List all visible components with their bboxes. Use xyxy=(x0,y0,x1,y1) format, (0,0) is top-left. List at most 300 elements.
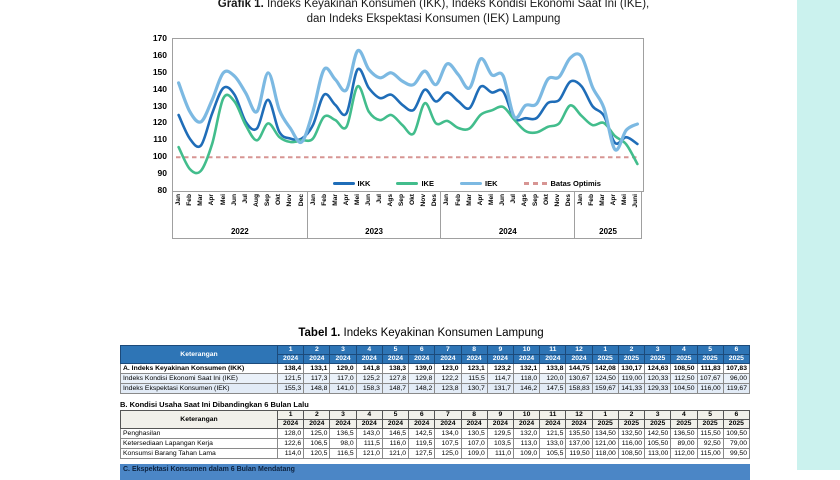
column-header-year: 2024 xyxy=(566,355,592,364)
column-header-period: 9 xyxy=(487,346,513,355)
table-cell: 146,5 xyxy=(382,429,408,439)
month-label xyxy=(630,194,641,227)
column-header-year: 2024 xyxy=(278,420,304,429)
column-header-period: 5 xyxy=(697,346,723,355)
month-label-text: Mei xyxy=(487,194,495,205)
table-cell: 136,50 xyxy=(671,429,697,439)
row-label: A. Indeks Keyakinan Konsumen (IKK) xyxy=(121,364,278,374)
column-header-year: 2024 xyxy=(330,355,356,364)
column-header-year: 2025 xyxy=(671,355,697,364)
column-header-period: 1 xyxy=(278,411,304,420)
column-header-period: 3 xyxy=(330,411,356,420)
table-cell: 121,00 xyxy=(592,439,618,449)
table-cell: 142,5 xyxy=(409,429,435,439)
month-label xyxy=(441,194,452,227)
month-labels-row xyxy=(441,192,574,227)
table-cell: 107,67 xyxy=(697,374,723,384)
table-cell: 133,8 xyxy=(540,364,566,374)
month-label-text: Sep xyxy=(531,194,539,207)
legend-swatch-icon xyxy=(333,182,355,185)
column-header-year: 2025 xyxy=(723,355,749,364)
table-cell: 125,0 xyxy=(304,429,330,439)
table-cell: 133,0 xyxy=(540,439,566,449)
table-cell: 113,0 xyxy=(513,439,539,449)
row-label: Penghasilan xyxy=(121,429,278,439)
year-label: 2023 xyxy=(365,227,383,236)
x-axis-year-group xyxy=(574,192,641,238)
column-header-keterangan: Keterangan xyxy=(121,411,278,429)
y-axis-tick: 130 xyxy=(152,100,167,111)
table-cell: 107,5 xyxy=(435,439,461,449)
table-cell: 105,50 xyxy=(645,439,671,449)
chart-title-text: Indeks Keyakinan Konsumen (IKK), Indeks Kondisi Ekonomi Saat Ini (IKE), xyxy=(263,0,650,10)
table-cell: 130,7 xyxy=(461,384,487,394)
month-label xyxy=(319,194,330,227)
y-axis-tick: 80 xyxy=(157,185,167,195)
table-cell: 120,33 xyxy=(645,374,671,384)
table-cell: 116,5 xyxy=(330,449,356,459)
table-cell: 134,50 xyxy=(592,429,618,439)
column-header-year: 2024 xyxy=(540,420,566,429)
month-label-text: Nov xyxy=(420,194,428,207)
month-label-text: Apr xyxy=(342,194,350,206)
table-cell: 116,00 xyxy=(618,439,644,449)
column-header-period: 1 xyxy=(592,411,618,420)
table-cell: 109,0 xyxy=(513,449,539,459)
table-cell: 120,5 xyxy=(304,449,330,459)
month-label xyxy=(429,194,440,227)
month-labels-row xyxy=(173,192,307,227)
column-header-year: 2025 xyxy=(697,355,723,364)
month-label xyxy=(262,194,273,227)
column-header-period: 5 xyxy=(382,346,408,355)
month-label xyxy=(418,194,429,227)
table-cell: 130,67 xyxy=(566,374,592,384)
month-label-text: Jan xyxy=(443,194,451,206)
month-label xyxy=(195,194,206,227)
column-header-year: 2024 xyxy=(487,355,513,364)
column-header-period: 6 xyxy=(409,411,435,420)
column-header-period: 4 xyxy=(671,346,697,355)
row-label: Indeks Ekspektasi Konsumen (IEK) xyxy=(121,384,278,394)
month-label xyxy=(575,194,586,227)
column-header-period: 2 xyxy=(304,346,330,355)
table-cell: 130,5 xyxy=(461,429,487,439)
column-header-year: 2025 xyxy=(618,420,644,429)
table-cell: 132,1 xyxy=(513,364,539,374)
month-label xyxy=(563,194,574,227)
table-cell: 138,3 xyxy=(382,364,408,374)
column-header-year: 2024 xyxy=(540,355,566,364)
table-cell: 123,0 xyxy=(435,364,461,374)
table-title xyxy=(0,327,797,339)
month-label xyxy=(374,194,385,227)
column-header-year: 2024 xyxy=(356,355,382,364)
y-axis-tick: 160 xyxy=(152,49,167,60)
month-label-text: Des xyxy=(431,194,439,207)
table-cell: 130,17 xyxy=(618,364,644,374)
table-row xyxy=(121,449,750,459)
month-label-text: Apr xyxy=(610,194,617,206)
month-label xyxy=(240,194,251,227)
table-cell: 114,7 xyxy=(487,374,513,384)
legend-item-iek xyxy=(460,179,498,188)
column-header-period: 3 xyxy=(645,411,671,420)
table-cell: 142,50 xyxy=(645,429,671,439)
month-label-text: Jul xyxy=(509,194,517,204)
table-title-text: Indeks Keyakinan Konsumen Lampung xyxy=(340,327,544,339)
column-header-year: 2024 xyxy=(461,355,487,364)
table-cell: 148,8 xyxy=(304,384,330,394)
column-header-period: 10 xyxy=(513,346,539,355)
table-cell: 127,8 xyxy=(382,374,408,384)
table-cell: 92,50 xyxy=(697,439,723,449)
month-label xyxy=(486,194,497,227)
month-labels-row xyxy=(308,192,441,227)
table-cell: 121,5 xyxy=(278,374,304,384)
table-cell: 158,83 xyxy=(566,384,592,394)
table-cell: 111,0 xyxy=(487,449,513,459)
table-cell: 121,5 xyxy=(540,429,566,439)
table-cell: 141,8 xyxy=(356,364,382,374)
table-cell: 105,5 xyxy=(540,449,566,459)
plot-column xyxy=(172,38,644,239)
table-cell: 121,0 xyxy=(382,449,408,459)
month-label-text: Dec xyxy=(297,194,305,207)
row-label: Konsumsi Barang Tahan Lama xyxy=(121,449,278,459)
table-cell: 117,0 xyxy=(330,374,356,384)
column-header-year: 2024 xyxy=(566,420,592,429)
month-label-text: Mei xyxy=(353,194,361,205)
column-header-period: 12 xyxy=(566,346,592,355)
column-header-period: 1 xyxy=(278,346,304,355)
y-axis-tick: 170 xyxy=(152,33,167,43)
column-header-period: 8 xyxy=(461,346,487,355)
table-cell: 132,0 xyxy=(513,429,539,439)
table-cell: 116,00 xyxy=(697,384,723,394)
column-header-keterangan: Keterangan xyxy=(121,346,278,364)
series-line-iek xyxy=(179,50,638,150)
month-label xyxy=(184,194,195,227)
table-cell: 112,00 xyxy=(671,449,697,459)
table-cell: 89,00 xyxy=(671,439,697,449)
month-label-text: Jun xyxy=(498,194,506,206)
consumer-index-chart xyxy=(146,33,797,239)
month-label xyxy=(530,194,541,227)
legend-swatch-icon xyxy=(460,182,482,185)
chart-legend xyxy=(295,179,638,188)
month-label xyxy=(363,194,374,227)
table-cell: 148,2 xyxy=(409,384,435,394)
table-cell: 106,5 xyxy=(304,439,330,449)
table-cell: 123,8 xyxy=(435,384,461,394)
month-label xyxy=(519,194,530,227)
section-c-header: C. Ekspektasi Konsumen dalam 6 Bulan Mendatang xyxy=(120,464,750,480)
column-header-period: 4 xyxy=(356,346,382,355)
table-cell: 127,5 xyxy=(409,449,435,459)
month-label-text: Mar xyxy=(599,194,607,206)
table-cell: 123,1 xyxy=(461,364,487,374)
month-labels-row xyxy=(575,192,641,227)
table-row xyxy=(121,439,750,449)
month-label xyxy=(552,194,563,227)
table-a-ikk xyxy=(120,345,750,394)
column-header-period: 10 xyxy=(513,411,539,420)
table-cell: 120,0 xyxy=(540,374,566,384)
table-b-kondisi-usaha xyxy=(120,410,750,459)
month-label-text: Des xyxy=(565,194,573,207)
table-cell: 139,0 xyxy=(409,364,435,374)
table-cell: 155,3 xyxy=(278,384,304,394)
table-cell: 147,5 xyxy=(540,384,566,394)
column-header-period: 4 xyxy=(671,411,697,420)
table-cell: 128,0 xyxy=(278,429,304,439)
month-label-text: Jul xyxy=(241,194,249,204)
table-cell: 116,0 xyxy=(382,439,408,449)
chart-title-line2: dan Indeks Ekspektasi Konsumen (IEK) Lampung xyxy=(306,12,561,25)
table-cell: 112,50 xyxy=(671,374,697,384)
month-label-text: Apr xyxy=(476,194,484,206)
column-header-year: 2024 xyxy=(304,420,330,429)
month-label xyxy=(608,194,619,227)
month-label xyxy=(173,194,184,227)
month-label-text: Feb xyxy=(320,194,328,206)
table-cell: 143,0 xyxy=(356,429,382,439)
column-header-period: 12 xyxy=(566,411,592,420)
month-label-text: Okt xyxy=(409,194,417,205)
column-header-period: 8 xyxy=(461,411,487,420)
legend-item-ikk xyxy=(333,179,371,188)
legend-item-batas-optimis xyxy=(524,179,601,188)
month-label xyxy=(475,194,486,227)
table-cell: 129,5 xyxy=(487,429,513,439)
table-row xyxy=(121,429,750,439)
column-header-year: 2024 xyxy=(278,355,304,364)
table-cell: 146,2 xyxy=(513,384,539,394)
y-axis-tick: 100 xyxy=(152,151,167,162)
column-header-period: 6 xyxy=(723,346,749,355)
x-axis-year-group xyxy=(307,192,441,238)
month-label-text: Mei xyxy=(620,194,628,205)
month-label xyxy=(396,194,407,227)
table-cell: 125,0 xyxy=(435,449,461,459)
table-cell: 129,33 xyxy=(645,384,671,394)
y-axis-tick: 120 xyxy=(152,117,167,128)
table-cell: 124,63 xyxy=(645,364,671,374)
column-header-period: 3 xyxy=(645,346,671,355)
table-cell: 114,0 xyxy=(278,449,304,459)
plot-area xyxy=(172,38,644,192)
y-axis-tick: 90 xyxy=(157,168,167,179)
table-cell: 118,0 xyxy=(513,374,539,384)
table-cell: 148,7 xyxy=(382,384,408,394)
table-cell: 79,00 xyxy=(723,439,749,449)
month-label xyxy=(330,194,341,227)
table-cell: 98,0 xyxy=(330,439,356,449)
year-label: 2025 xyxy=(599,227,617,236)
section-b-title: B. Kondisi Usaha Saat Ini Dibandingkan 6 Bulan Lalu xyxy=(120,400,309,409)
chart-title xyxy=(0,0,797,26)
month-label xyxy=(586,194,597,227)
column-header-year: 2024 xyxy=(356,420,382,429)
column-header-year: 2025 xyxy=(645,420,671,429)
table-cell: 107,83 xyxy=(723,364,749,374)
column-header-period: 6 xyxy=(409,346,435,355)
column-header-year: 2025 xyxy=(618,355,644,364)
table-cell: 137,00 xyxy=(566,439,592,449)
x-axis xyxy=(172,192,642,239)
table-cell: 122,2 xyxy=(435,374,461,384)
table-row xyxy=(121,364,750,374)
column-header-year: 2024 xyxy=(513,355,539,364)
month-label-text: Ags xyxy=(520,194,528,207)
chart-canvas xyxy=(173,39,643,191)
column-header-year: 2024 xyxy=(304,355,330,364)
column-header-period: 11 xyxy=(540,346,566,355)
column-header-period: 2 xyxy=(304,411,330,420)
column-header-period: 9 xyxy=(487,411,513,420)
month-label-text: Jan xyxy=(577,194,585,206)
row-label: Indeks Kondisi Ekonomi Saat Ini (IKE) xyxy=(121,374,278,384)
table-cell: 108,50 xyxy=(671,364,697,374)
row-label: Ketersediaan Lapangan Kerja xyxy=(121,439,278,449)
month-label-text: Apr xyxy=(208,194,216,206)
column-header-period: 5 xyxy=(697,411,723,420)
table-cell: 109,0 xyxy=(461,449,487,459)
legend-label: IKE xyxy=(421,179,434,188)
table-cell: 141,33 xyxy=(618,384,644,394)
legend-swatch-icon xyxy=(396,182,418,185)
column-header-year: 2025 xyxy=(723,420,749,429)
column-header-year: 2024 xyxy=(409,355,435,364)
month-label-text: Okt xyxy=(543,194,550,205)
month-label-text: Jul xyxy=(376,194,384,204)
column-header-period: 6 xyxy=(723,411,749,420)
month-label xyxy=(597,194,608,227)
month-label-text: Juni xyxy=(631,194,639,208)
year-label: 2022 xyxy=(230,227,249,236)
y-axis-tick: 110 xyxy=(153,134,167,145)
month-label-text: Sep xyxy=(264,194,272,207)
legend-label: IEK xyxy=(484,179,498,188)
table-cell: 96,00 xyxy=(723,374,749,384)
table-cell: 144,75 xyxy=(566,364,592,374)
table-cell: 158,3 xyxy=(356,384,382,394)
table-cell: 136,5 xyxy=(330,429,356,439)
table-cell: 117,3 xyxy=(304,374,330,384)
table-cell: 134,0 xyxy=(435,429,461,439)
table-cell: 115,5 xyxy=(461,374,487,384)
column-header-year: 2025 xyxy=(592,355,618,364)
table-cell: 115,00 xyxy=(697,449,723,459)
table-cell: 125,2 xyxy=(356,374,382,384)
legend-item-ike xyxy=(396,179,434,188)
month-label xyxy=(251,194,262,227)
table-cell: 113,00 xyxy=(645,449,671,459)
table-cell: 142,08 xyxy=(592,364,618,374)
table-cell: 108,50 xyxy=(618,449,644,459)
month-label-text: Mei xyxy=(219,194,227,205)
column-header-period: 7 xyxy=(435,346,461,355)
column-header-year: 2024 xyxy=(382,420,408,429)
table-cell: 124,50 xyxy=(592,374,618,384)
column-header-year: 2025 xyxy=(645,355,671,364)
column-header-period: 7 xyxy=(435,411,461,420)
table-cell: 119,50 xyxy=(566,449,592,459)
month-label-text: Jun xyxy=(365,194,373,206)
table-cell: 132,50 xyxy=(618,429,644,439)
table-cell: 107,0 xyxy=(461,439,487,449)
legend-label: Batas Optimis xyxy=(550,179,601,188)
month-label-text: Jan xyxy=(309,194,317,206)
month-label xyxy=(341,194,352,227)
month-label xyxy=(541,194,552,227)
month-label xyxy=(508,194,519,227)
y-axis-tick: 150 xyxy=(152,66,167,77)
table-cell: 115,50 xyxy=(697,429,723,439)
month-label-text: Mar xyxy=(197,194,205,206)
month-label-text: Jun xyxy=(230,194,238,206)
month-label-text: Okt xyxy=(275,194,283,205)
table-cell: 119,67 xyxy=(723,384,749,394)
year-label: 2024 xyxy=(498,227,517,236)
month-label xyxy=(229,194,240,227)
table-cell: 141,0 xyxy=(330,384,356,394)
table-row xyxy=(121,384,750,394)
month-label xyxy=(352,194,363,227)
table-row xyxy=(121,374,750,384)
month-label-text: Jan xyxy=(175,194,183,206)
month-label xyxy=(619,194,630,227)
table-cell: 99,50 xyxy=(723,449,749,459)
column-header-year: 2024 xyxy=(382,355,408,364)
column-header-year: 2024 xyxy=(435,420,461,429)
column-header-year: 2024 xyxy=(435,355,461,364)
legend-dash-swatch-icon xyxy=(524,182,548,185)
legend-label: IKK xyxy=(357,179,371,188)
month-label-text: Aug xyxy=(253,194,261,207)
month-label-text: Feb xyxy=(454,194,462,206)
table-cell: 131,7 xyxy=(487,384,513,394)
column-header-year: 2024 xyxy=(513,420,539,429)
column-header-year: 2025 xyxy=(697,420,723,429)
table-cell: 122,6 xyxy=(278,439,304,449)
month-label-text: Nov xyxy=(554,194,562,207)
month-label xyxy=(206,194,217,227)
month-label xyxy=(464,194,475,227)
column-header-year: 2024 xyxy=(461,420,487,429)
column-header-period: 1 xyxy=(592,346,618,355)
table-cell: 111,83 xyxy=(697,364,723,374)
month-label xyxy=(497,194,508,227)
column-header-period: 4 xyxy=(356,411,382,420)
chart-title-line1 xyxy=(70,0,797,12)
x-axis-year-group xyxy=(173,192,307,238)
month-label xyxy=(308,194,319,227)
month-label-text: Mar xyxy=(331,194,339,206)
column-header-year: 2024 xyxy=(330,420,356,429)
table-cell: 159,67 xyxy=(592,384,618,394)
month-label xyxy=(385,194,396,227)
table-cell: 129,8 xyxy=(409,374,435,384)
month-label-text: Feb xyxy=(588,194,596,206)
month-label xyxy=(407,194,418,227)
column-header-year: 2025 xyxy=(671,420,697,429)
table-cell: 109,50 xyxy=(723,429,749,439)
column-header-year: 2025 xyxy=(592,420,618,429)
table-cell: 133,1 xyxy=(304,364,330,374)
month-label xyxy=(273,194,284,227)
